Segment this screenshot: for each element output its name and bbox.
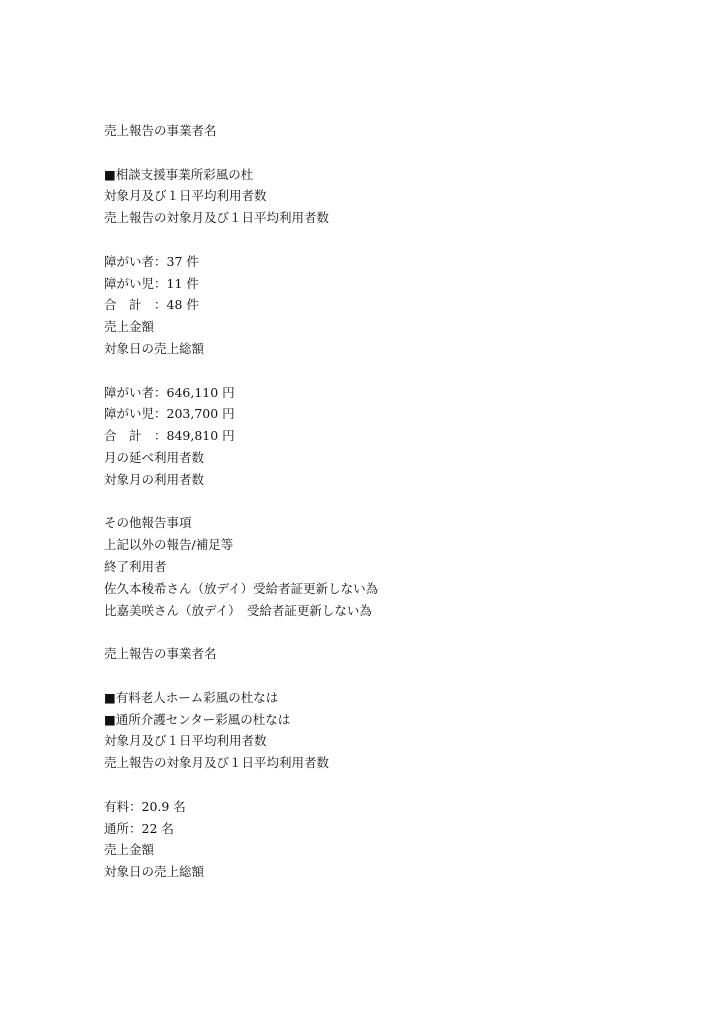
spacer xyxy=(104,360,704,382)
spacer xyxy=(104,142,704,164)
section1-amount-children: 障がい児：203,700 円 xyxy=(104,406,235,422)
spacer xyxy=(104,774,704,796)
section1-ended-user-2: 比嘉美咲さん（放デイ） 受給者証更新しない為 xyxy=(104,602,372,618)
section2-sales-desc: 対象日の売上総額 xyxy=(104,864,205,880)
section2-avg-users-desc: 売上報告の対象月及び１日平均利用者数 xyxy=(104,755,330,771)
section1-count-children: 障がい児：11 件 xyxy=(104,275,199,291)
section1-amount-adults: 障がい者：646,110 円 xyxy=(104,384,235,400)
section1-count-adults: 障がい者：37 件 xyxy=(104,253,199,269)
spacer xyxy=(104,621,704,643)
section1-monthly-title: 月の延べ利用者数 xyxy=(104,449,205,465)
section2-count-daycare: 通所：22 名 xyxy=(104,820,174,836)
section2-count-private: 有料：20.9 名 xyxy=(104,798,186,814)
section2-avg-users-title: 対象月及び１日平均利用者数 xyxy=(104,733,267,749)
section1-avg-users-desc: 売上報告の対象月及び１日平均利用者数 xyxy=(104,210,330,226)
section1-avg-users-title: 対象月及び１日平均利用者数 xyxy=(104,188,267,204)
section1-sales-title: 売上金額 xyxy=(104,319,155,335)
section1-ended-title: 終了利用者 xyxy=(104,558,167,574)
spacer xyxy=(104,665,704,687)
section2-heading: 売上報告の事業者名 xyxy=(104,646,217,662)
section1-ended-user-1: 佐久本稜希さん（放デイ）受給者証更新しない為 xyxy=(104,580,379,596)
section1-amount-total: 合 計 ：849,810 円 xyxy=(104,428,235,444)
section1-heading: 売上報告の事業者名 xyxy=(104,123,217,138)
section2-sales-title: 売上金額 xyxy=(104,842,155,858)
section1-monthly-desc: 対象月の利用者数 xyxy=(104,471,205,487)
document-page xyxy=(104,120,704,883)
section2-facility-2: ■通所介護センター彩風の杜なは xyxy=(104,711,291,727)
spacer xyxy=(104,229,704,251)
section1-other-title: その他報告事項 xyxy=(104,515,192,531)
spacer xyxy=(104,491,704,513)
section1-sales-desc: 対象日の売上総額 xyxy=(104,340,205,356)
section2-facility-1: ■有料老人ホーム彩風の杜なは xyxy=(104,689,279,705)
section1-facility: ■相談支援事業所彩風の杜 xyxy=(104,166,254,182)
section1-other-desc: 上記以外の報告/補足等 xyxy=(104,537,234,553)
section1-count-total: 合 計 ：48 件 xyxy=(104,297,199,313)
